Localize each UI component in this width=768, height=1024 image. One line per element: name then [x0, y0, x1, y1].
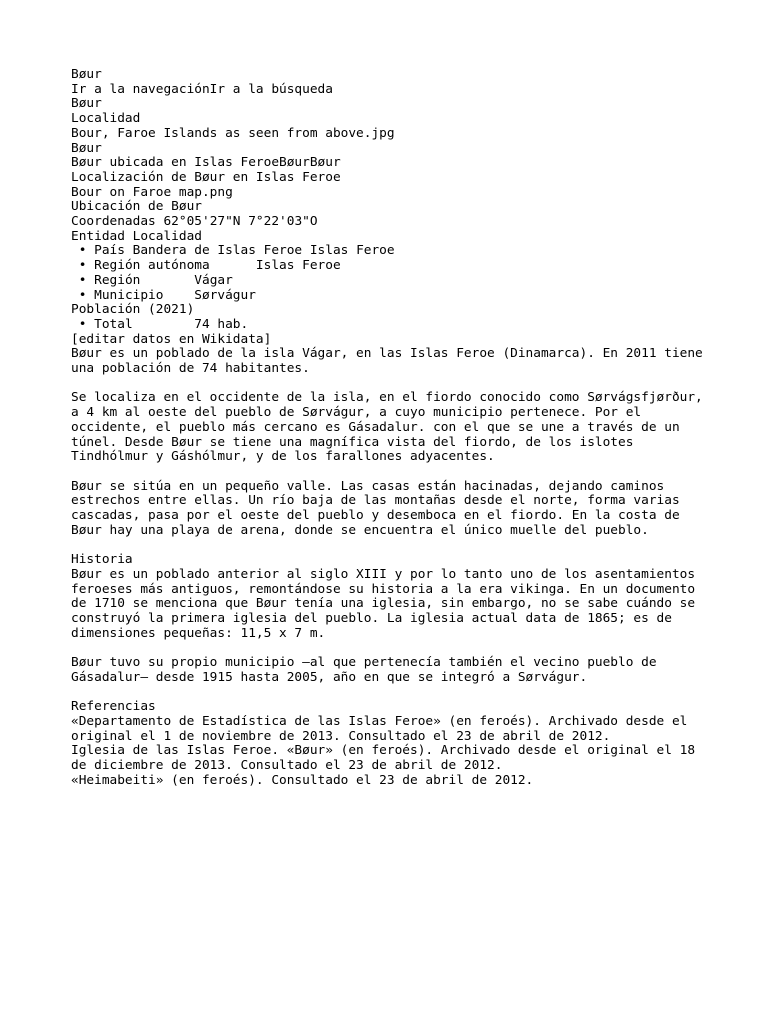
infobox-locator-map-line: Bøur ubicada en Islas FeroeBøurBøur — [71, 155, 341, 171]
population-header: Población (2021) — [71, 302, 195, 318]
edit-wikidata-link[interactable]: [editar datos en Wikidata] — [71, 331, 272, 347]
history-paragraph-1-line: de 1710 se menciona que Bøur tenía una iglesia, sin embargo, no se sabe cuándo se — [71, 596, 696, 612]
population-row-value: 74 hab. — [194, 316, 249, 332]
references-heading: Referencias — [71, 699, 156, 715]
paragraph-spacer — [71, 465, 711, 480]
bullet-icon: • — [71, 272, 95, 288]
coordinates-value[interactable]: 62°05'27"N 7°22'03"O — [163, 214, 318, 230]
entity-label: Entidad — [71, 228, 125, 244]
lead-paragraph-line: una población de 74 habitantes. — [71, 361, 310, 377]
infobox-entity-row — [71, 230, 711, 245]
paragraph-spacer — [71, 538, 711, 553]
reference-item-line: Iglesia de las Islas Feroe. «Bøur» (en feroés). Archivado desde el original el 18 — [71, 743, 696, 759]
infobox-row — [71, 274, 711, 289]
tab-separator — [163, 288, 194, 303]
history-paragraph-1 — [71, 568, 711, 642]
reference-item-line: de diciembre de 2013. Consultado el 23 de abril de 2012. — [71, 757, 503, 773]
bullet-icon: • — [71, 316, 95, 332]
history-paragraph-1-line: construyó la primera iglesia del pueblo. La iglesia actual data de 1865; es de — [71, 610, 672, 626]
infobox-row-label: País — [94, 243, 125, 259]
paragraph-spacer — [71, 377, 711, 392]
geography-paragraph-line: a 4 km al oeste del pueblo de Sørvágur, a cuyo municipio pertenece. Por el — [71, 405, 642, 421]
infobox-row-label: Región autónoma — [94, 258, 210, 274]
infobox-row — [71, 289, 711, 304]
geography-paragraph-line: occidente, el pueblo más cercano es Gásadalur. con el que se une a través de un — [71, 419, 680, 435]
page-title: Bøur — [71, 67, 102, 82]
tab-separator — [133, 317, 195, 332]
village-paragraph — [71, 480, 711, 539]
history-paragraph-1-line: feroeses más antiguos, remontándose su historia a la era vikinga. En un documento — [71, 581, 696, 597]
infobox-row — [71, 259, 711, 274]
infobox-coordinates-row — [71, 215, 711, 230]
history-paragraph-2-line: Bøur tuvo su propio municipio —al que pertenecía también el vecino pueblo de — [71, 655, 657, 671]
entity-value: Localidad — [132, 228, 202, 244]
reference-item-line: «Departamento de Estadística de las Islas Feroe» (en feroés). Archivado desde el — [71, 713, 688, 729]
references-list — [71, 715, 711, 789]
bullet-icon: • — [71, 258, 95, 274]
coordinates-label: Coordenadas — [71, 214, 156, 230]
geography-paragraph — [71, 391, 711, 465]
history-heading: Historia — [71, 552, 133, 568]
reference-item-line: «Heimabeiti» (en feroés). Consultado el 23 de abril de 2012. — [71, 772, 534, 788]
village-paragraph-line: cascadas, pasa por el oeste del pueblo y desemboca en el fiordo. En la costa de — [71, 508, 680, 524]
infobox-row-label: Región — [94, 272, 141, 288]
infobox-map-caption: Ubicación de Bøur — [71, 199, 202, 215]
village-paragraph-line: Bøur se sitúa en un pequeño valle. Las casas están hacinadas, dejando caminos — [71, 478, 665, 494]
tab-separator — [140, 273, 194, 288]
paragraph-spacer — [71, 641, 711, 656]
history-paragraph-1-line: dimensiones pequeñas: 11,5 x 7 m. — [71, 625, 326, 641]
bullet-icon: • — [71, 243, 95, 259]
history-paragraph-1-line: Bøur es un poblado anterior al siglo XIII y por lo tanto uno de los asentamientos — [71, 566, 696, 582]
geography-paragraph-line: Tindhólmur y Gáshólmur, y de los farallones adyacentes. — [71, 449, 495, 465]
village-paragraph-line: estrechos entre ellas. Un río baja de las montañas desde el norte, forma varias — [71, 493, 680, 509]
infobox-image-title: Bøur — [71, 140, 102, 156]
entity-tab — [125, 229, 133, 244]
lead-paragraph — [71, 347, 711, 376]
infobox-main-image-caption: Bour, Faroe Islands as seen from above.jpg — [71, 125, 395, 141]
navigation-links[interactable]: Ir a la navegaciónIr a la búsqueda — [71, 81, 333, 97]
geography-paragraph-line: Se localiza en el occidente de la isla, en el fiordo conocido como Sørvágsfjørður, — [71, 390, 703, 406]
infobox-row — [71, 244, 711, 259]
population-row — [71, 318, 711, 333]
population-rows — [71, 318, 711, 333]
infobox-map-image-caption: Bour on Faroe map.png — [71, 184, 233, 200]
history-paragraph-2 — [71, 656, 711, 685]
bullet-icon: • — [71, 287, 95, 303]
infobox-row-label: Municipio — [94, 287, 164, 303]
geography-paragraph-line: túnel. Desde Bøur se tiene una magnífica vista del fiordo, de los islotes — [71, 434, 634, 450]
infobox-rows — [71, 244, 711, 303]
infobox-row-value: Vágar — [194, 272, 233, 288]
village-paragraph-line: Bøur hay una playa de arena, donde se encuentra el único muelle del pueblo. — [71, 522, 649, 538]
infobox-type-label: Localidad — [71, 111, 141, 127]
infobox-locator-caption: Localización de Bøur en Islas Feroe — [71, 169, 341, 185]
document-body — [71, 68, 711, 788]
infobox-row-value: Sørvágur — [194, 287, 256, 303]
tab-separator — [125, 243, 133, 258]
population-row-label: Total — [94, 316, 133, 332]
infobox-name: Bøur — [71, 96, 102, 112]
paragraph-spacer — [71, 685, 711, 700]
history-paragraph-2-line: Gásadalur— desde 1915 hasta 2005, año en que se integró a Sørvágur. — [71, 669, 588, 685]
infobox-row-value: Bandera de Islas Feroe Islas Feroe — [132, 243, 395, 259]
lead-paragraph-line: Bøur es un poblado de la isla Vágar, en las Islas Feroe (Dinamarca). En 2011 tiene — [71, 346, 703, 362]
reference-item-line: original el 1 de noviembre de 2013. Consultado el 23 de abril de 2012. — [71, 728, 611, 744]
tab-separator — [210, 258, 256, 273]
infobox-row-value: Islas Feroe — [255, 258, 341, 274]
